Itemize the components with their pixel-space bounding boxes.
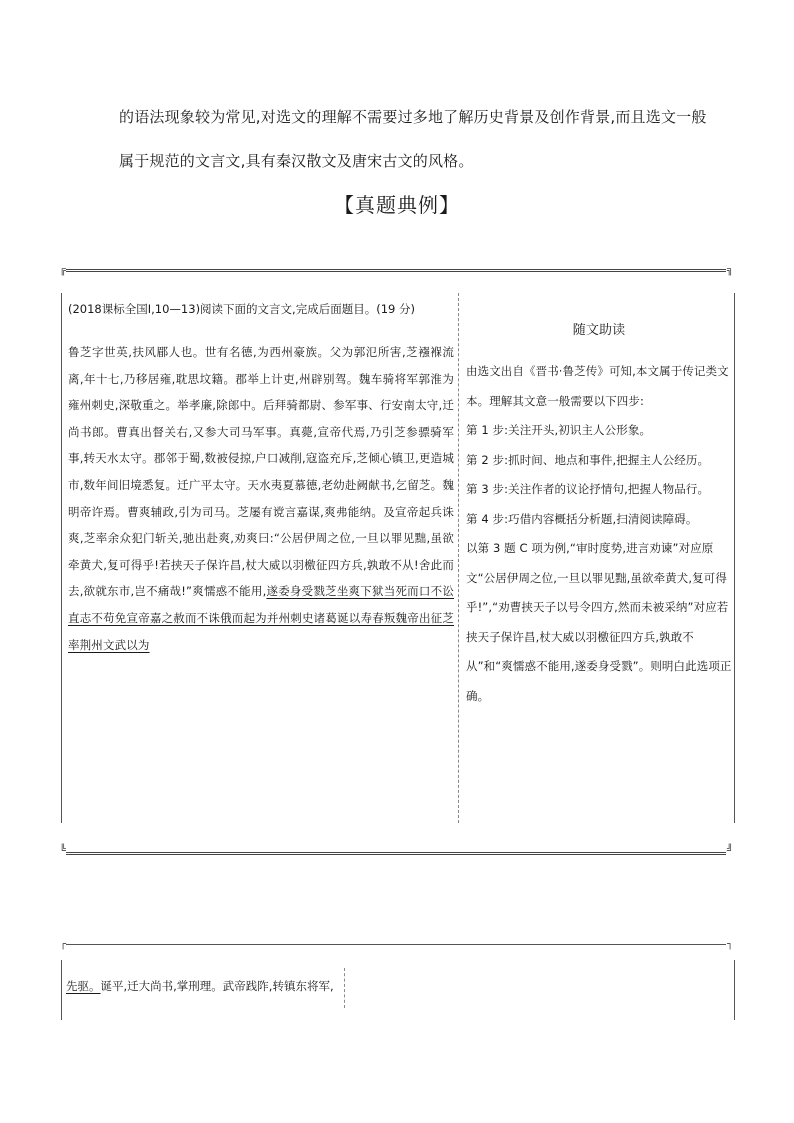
question-source: (2018课标全国Ⅰ,10—13)阅读下面的文言文,完成后面题目。(19 分)	[68, 302, 415, 316]
intro-line-2: 属于规范的文言文,具有秦汉散文及唐宋古文的风格。	[119, 152, 474, 170]
top-box-left-border	[61, 293, 62, 823]
corner-mark-bottom-tl: ┌	[60, 939, 67, 950]
reading-guide-title: 随文助读	[572, 323, 626, 338]
guide-intro: 由选文出自《晋书·鲁芝传》可知,本文属于传记类文本。理解其文意一般需要以下四步:	[466, 364, 729, 408]
corner-mark-bl: ╚	[60, 845, 67, 856]
guide-step-4: 第 4 步:巧借内容概括分析题,扫清阅读障碍。	[466, 511, 698, 526]
column-divider	[458, 293, 459, 823]
passage-text: 鲁芝字世英,扶风郿人也。世有名德,为西州豪族。父为郭氾所害,芝襁褓流离,年十七,乃移居雍,耽思坟籍。郡举上计吏,州辟别驾。魏车骑将军郭淮为雍州刺史,深敬重之。举孝廉,除郎中。后拜骑都尉、参军事、行安南太守,迁尚书郎。曹真出督关右,又参大司马军事。真薨,宣帝代焉,乃引芝参骠骑军事,转天水太守。郡邻于蜀,数被侵掠,户口减削,寇盗充斥,芝倾心镇卫,更造城市,数年间旧境悉复。迁广平太守。天水夷夏慕德,老幼赴阙献书,乞留芝。魏明帝许焉。曹爽辅政,引为司马。芝屡有谠言嘉谋,爽弗能纳。及宣帝起兵诛爽,芝率余众犯门斩关,驰出赴爽,劝爽曰:“公居伊周之位,一旦以罪见黜,虽欲牵黄犬,复可得乎!若挟天子保许昌,杖大威以羽檄征四方兵,孰敢不从!舍此而去,欲就东市,岂不痛哉!”爽懦惑不能用,	[68, 345, 454, 599]
guide-example: 以第 3 题 C 项为例,“审时度势,进言劝谏”对应原文“公居伊周之位,一旦以罪见黜,虽欲牵黄犬,复可得乎!”,“劝曹挟天子以号令四方,然而未被采纳”对应若挟天子保许昌,杖大威以羽檄征四方兵,孰敢不从”和“爽懦惑不能用,遂委身受戮”。则明白此选项正确。	[466, 541, 732, 703]
passage-underlined-text: 遂委身受戮芝坐爽下狱当死而口不讼直志不苟免宣帝嘉之赦而不诛俄而起为并州刺史诸葛诞以寿春叛魏帝出征芝率荆州文武以为	[68, 584, 454, 652]
section-title: 【真题典例】	[334, 193, 460, 217]
corner-mark-bottom-tr: ┐	[727, 939, 734, 950]
classical-passage	[68, 339, 454, 658]
bottom-box-right-border	[734, 960, 735, 1020]
passage-continuation	[66, 975, 334, 997]
bottom-box-top-border	[66, 944, 726, 945]
reading-guide-column	[466, 320, 732, 711]
bottom-box-left-border	[61, 960, 62, 1020]
top-box-right-border	[734, 293, 735, 823]
top-box-top-border	[66, 269, 726, 272]
passage-column	[68, 300, 454, 658]
continuation-text: 诞平,迁大尚书,掌刑理。武帝践阼,转镇东将军,	[100, 979, 334, 993]
top-box-bottom-border	[66, 852, 726, 855]
guide-step-3: 第 3 步:关注作者的议论抒情句,把握人物品行。	[466, 482, 710, 496]
guide-step-1: 第 1 步:关注开头,初识主人公形象。	[466, 423, 652, 437]
intro-line-1: 的语法现象较为常见,对选文的理解不需要过多地了解历史背景及创作背景,而且选文一般	[119, 108, 707, 126]
corner-mark-br: ╝	[727, 845, 734, 856]
continuation-underlined-text: 先驱。	[66, 979, 101, 993]
corner-mark-tl: ╔	[60, 265, 67, 276]
guide-step-2: 第 2 步:抓时间、地点和事件,把握主人公经历。	[466, 452, 710, 467]
corner-mark-tr: ╗	[727, 265, 734, 276]
bottom-column-divider	[344, 968, 345, 1008]
